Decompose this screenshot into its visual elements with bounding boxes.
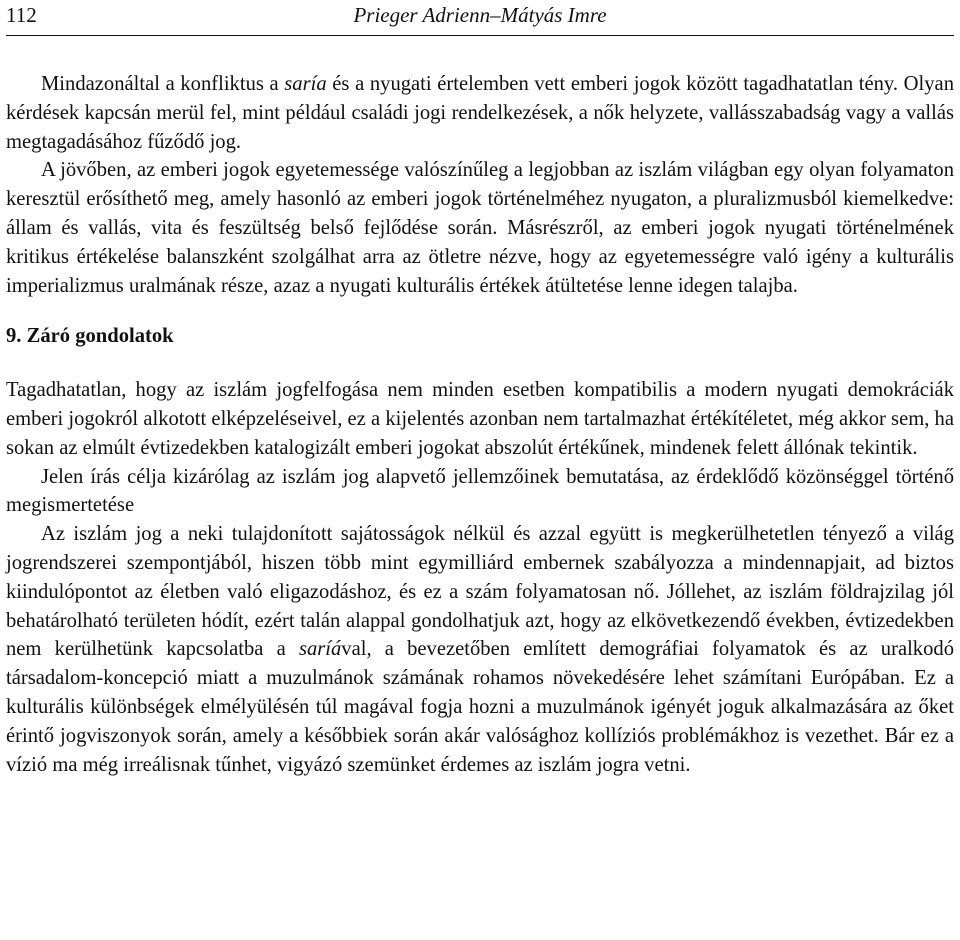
paragraph-purpose: Jelen írás célja kizárólag az iszlám jog alapvető jellemzőinek bemutatása, az érdeklődő közönséggel történő megismertetése xyxy=(6,465,954,517)
body-text xyxy=(6,70,954,779)
page-number: 112 xyxy=(6,3,37,27)
paragraph-islamic-law xyxy=(6,520,954,779)
paragraph-undeniable: Tagadhatatlan, hogy az iszlám jogfelfogása nem minden esetben kompatibilis a modern nyugati demokráciák emberi jogokról alkotott elképzeléseivel, ez a kijelentés azonban nem tartalmazhat értékítéletet, még akkor sem, ha sokan az elmúlt évtizedekben katalogizált emberi jogokat abszolút értékűnek, mindenek felett állónak tekintik. xyxy=(6,379,954,459)
text-run: Mindazonáltal a konfliktus a xyxy=(41,73,285,95)
text-run: val, a bevezetőben említett demográfiai folyamatok és az uralkodó társadalom-koncepció miatt a muzulmánok számának rohamos növekedésére lehet számítani Európában. Ez a kulturális különbségek elmélyülésén túl magával fogja hozni a muzulmánok igényét joguk alkalmazására az őket érintő jogviszonyok során, amely a későbbiek során akár valósághoz kollíziós problémákhoz is vezethet. Bár ez a vízió ma még irreálisnak tűnhet, vigyázó szemünket érdemes az iszlám jogra vetni. xyxy=(6,638,954,776)
page-header xyxy=(6,2,954,34)
italic-term-sariaval: saríá xyxy=(298,638,342,661)
italic-term-saria: saría xyxy=(284,73,327,95)
paragraph-future: A jövőben, az emberi jogok egyetemessége valószínűleg a legjobban az iszlám világban egy olyan folyamaton keresztül erősíthető meg, amely hasonló az emberi jogok történelméhez nyugaton, a pluralizmusból kiemelkedve: állam és vallás, vita és feszültség belső fejlődése során. Másrészről, az emberi jogok nyugati történelmének kritikus értékelése balanszként szolgálhat arra az ötletre nézve, hogy az egyetemességre való igény a kulturális imperializmus uralmának része, azaz a nyugati kulturális értékek átültetése lenne idegen talajba. xyxy=(6,159,954,297)
section-heading: 9. Záró gondolatok xyxy=(6,325,174,348)
text-run: és a nyugati értelemben vett emberi jogok között tagadhatatlan tény. Olyan kérdések kapcsán merül fel, mint például családi jogi rendelkezések, a nők helyzete, vallásszabadság vagy a vallás megtagadásához fűződő jog. xyxy=(6,73,954,153)
text-run: Az iszlám jog a neki tulajdonított sajátosságok nélkül és azzal együtt is megkerülhetetlen tényező a világ jogrendszerei szempontjából, hiszen több mint egymilliárd embernek szabályozza a mindennapjait, ad biztos kiindulópontot az életben való eligazodáshoz, és ez a szám folyamatosan nő. Jóllehet, az iszlám földrajzilag jól behatárolható területen hódít, ezért talán alappal gondolhatjuk azt, hogy az elkövetkezendő években, évtizedekben nem kerülhetünk kapcsolatba a xyxy=(6,523,954,661)
paragraph-conflict xyxy=(6,70,954,156)
header-rule xyxy=(6,35,954,36)
running-head: Prieger Adrienn–Mátyás Imre xyxy=(353,3,607,27)
